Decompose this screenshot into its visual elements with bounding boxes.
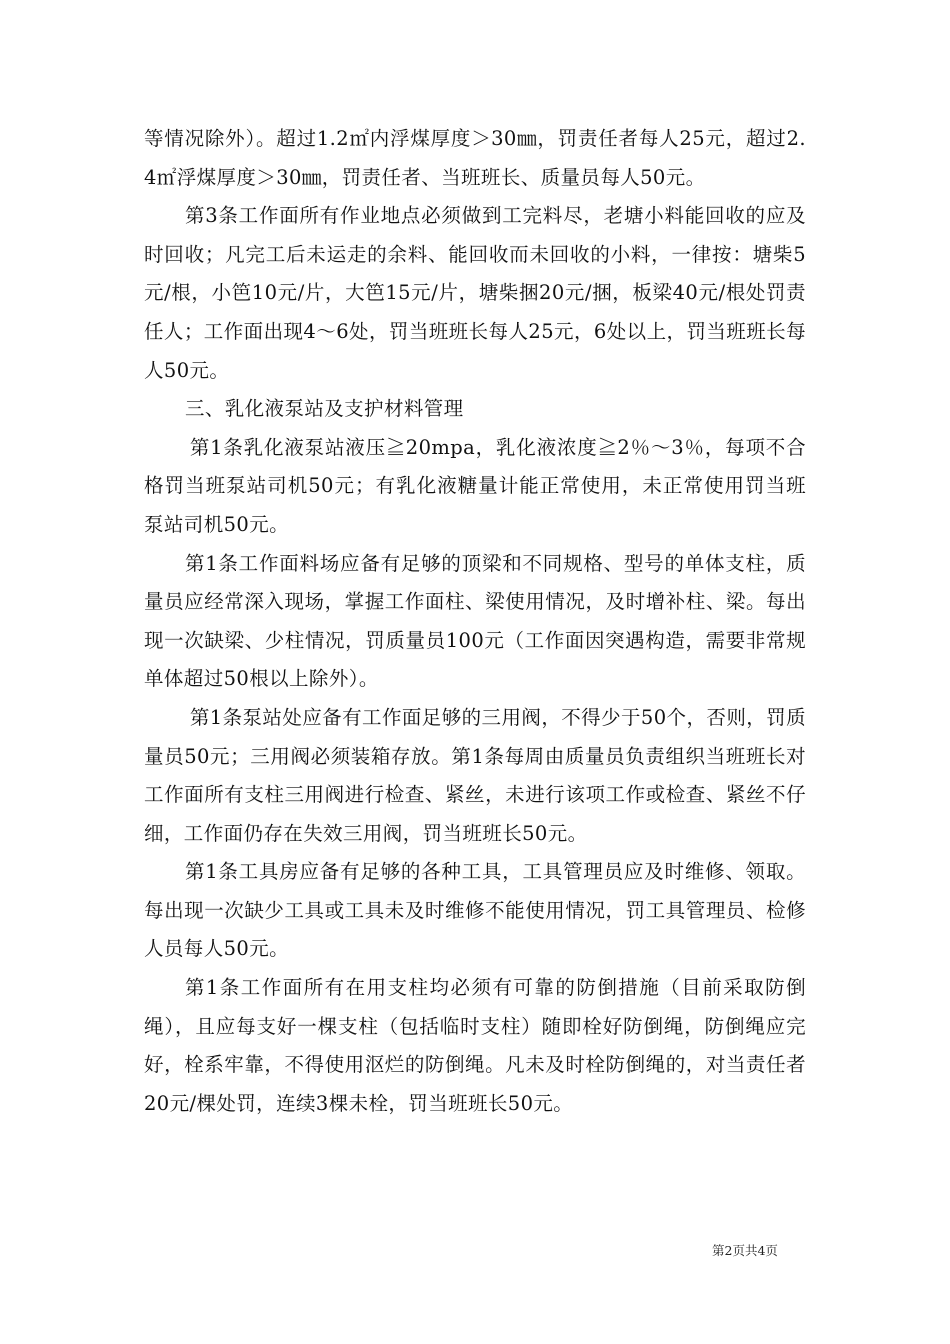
paragraph-tool-room: 第1条工具房应备有足够的各种工具，工具管理员应及时维修、领取。每出现一次缺少工具或工具未及时维修不能使用情况，罚工具管理员、检修人员每人50元。 bbox=[144, 860, 806, 961]
document-body bbox=[144, 120, 806, 1123]
paragraph-article-3: 第3条工作面所有作业地点必须做到工完料尽，老塘小料能回收的应及时回收；凡完工后未运走的余料、能回收而未回收的小料，一律按：塘柴5元/根，小笆10元/片，大笆15元/片，塘柴捆20元/捆，板梁40元/根处罚责任人；工作面出现4～6处，罚当班班长每人25元，6处以上，罚当班班长每人50元。 bbox=[144, 204, 806, 382]
section-heading: 三、乳化液泵站及支护材料管理 bbox=[184, 397, 464, 421]
paragraph-material-yard: 第1条工作面料场应备有足够的顶梁和不同规格、型号的单体支柱，质量员应经常深入现场，掌握工作面柱、梁使用情况，及时增补柱、梁。每出现一次缺梁、少柱情况，罚质量员100元（工作面因突遇构造，需要非常规单体超过50根以上除外）。 bbox=[144, 551, 806, 691]
paragraph-three-way-valve: 第1条泵站处应备有工作面足够的三用阀，不得少于50个，否则，罚质量员50元；三用阀必须装箱存放。第1条每周由质量员负责组织当班班长对工作面所有支柱三用阀进行检查、紧丝，未进行该项工作或检查、紧丝不仔细，工作面仍存在失效三用阀，罚当班班长50元。 bbox=[144, 705, 806, 845]
page-number: 第2页共4页 bbox=[712, 1243, 778, 1258]
paragraph-pump-station: 第1条乳化液泵站液压≧20mpa，乳化液浓度≧2％～3％，每项不合格罚当班泵站司机50元；有乳化液糖量计能正常使用，未正常使用罚当班泵站司机50元。 bbox=[144, 435, 806, 536]
paragraph-continuation: 等情况除外）。超过1.2㎡内浮煤厚度＞30㎜，罚责任者每人25元，超过2.4㎡浮煤厚度＞30㎜，罚责任者、当班班长、质量员每人50元。 bbox=[144, 127, 806, 189]
paragraph-anti-fall-rope: 第1条工作面所有在用支柱均必须有可靠的防倒措施（目前采取防倒绳），且应每支好一棵支柱（包括临时支柱）随即栓好防倒绳，防倒绳应完好，栓系牢靠，不得使用沤烂的防倒绳。凡未及时栓防倒绳的，对当责任者20元/棵处罚，连续3棵未栓，罚当班班长50元。 bbox=[144, 976, 806, 1115]
